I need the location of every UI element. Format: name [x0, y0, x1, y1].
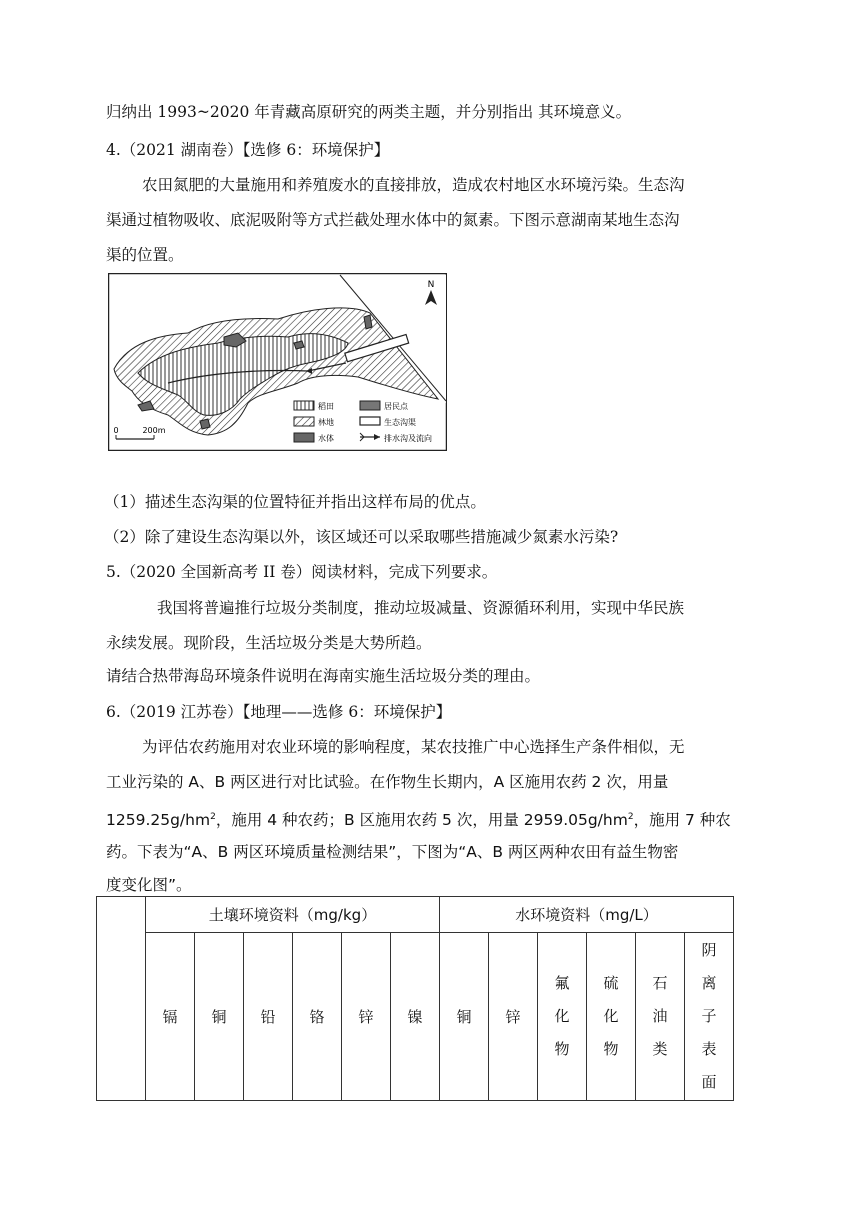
q4-paragraph-line: 农田氮肥的大量施用和养殖废水的直接排放，造成农村地区水环境污染。生态沟: [142, 176, 685, 194]
legend-water: 水体: [318, 434, 334, 443]
q4-paragraph-line: 渠的位置。: [106, 246, 184, 264]
soil-col: 铬: [293, 933, 342, 1101]
water-col: 锌: [489, 933, 538, 1101]
water-col-label: 石油类: [652, 974, 668, 1058]
intro-line: 归纳出 1993~2020 年青藏高原研究的两类主题，并分别指出 其环境意义。: [106, 103, 632, 121]
water-col-label: 氟化物: [554, 974, 570, 1058]
legend-settlement: 居民点: [384, 402, 408, 411]
water-col: [685, 933, 734, 1101]
water-header: 水环境资料（mg/L）: [440, 897, 734, 933]
ecological-ditch-map: [108, 273, 447, 451]
q6-dose-c: ，施用 7 种农: [633, 811, 731, 830]
environment-quality-table: [96, 896, 734, 1101]
water-col: 铜: [440, 933, 489, 1101]
soil-col: 锌: [342, 933, 391, 1101]
north-label: N: [427, 280, 435, 290]
q4-sub-question-2: （2）除了建设生态沟渠以外，该区域还可以采取哪些措施减少氮素水污染?: [104, 528, 619, 546]
soil-header: 土壤环境资料（mg/kg）: [146, 897, 440, 933]
q6-paragraph-line: 药。下表为“A、B 两区环境质量检测结果”，下图为“A、B 两区两种农田有益生物密: [106, 843, 679, 861]
q5-heading: 5.（2020 全国新高考 II 卷）阅读材料，完成下列要求。: [106, 563, 498, 581]
soil-col: 镉: [146, 933, 195, 1101]
q4-sub-question-1: （1）描述生态沟渠的位置特征并指出这样布局的优点。: [104, 493, 486, 511]
q6-paragraph-line: 为评估农药施用对农业环境的影响程度，某农技推广中心选择生产条件相似，无: [142, 738, 685, 756]
scale-zero: 0: [113, 426, 119, 435]
q6-sup: 2: [210, 812, 216, 822]
scale-label: 200m: [142, 426, 166, 435]
water-body: [364, 315, 372, 329]
q6-paragraph-line: [106, 806, 731, 831]
q5-paragraph-line: 永续发展。现阶段，生活垃圾分类是大势所趋。: [106, 634, 432, 652]
q6-paragraph-line: 工业污染的 A、B 两区进行对比试验。在作物生长期内，A 区施用农药 2 次，用量: [106, 773, 669, 791]
water-col: [636, 933, 685, 1101]
q6-sup: 2: [627, 812, 634, 822]
water-col-label: 硫化物: [603, 974, 619, 1058]
q6-heading: 6.（2019 江苏卷）【地理——选修 6：环境保护】: [106, 703, 452, 721]
water-body: [294, 341, 304, 349]
q5-paragraph-line: 我国将普遍推行垃圾分类制度，推动垃圾减量、资源循环利用，实现中华民族: [157, 599, 685, 617]
q6-dose-a: 1259.25g/hm: [106, 811, 211, 830]
soil-col: 镍: [391, 933, 440, 1101]
legend-drainage: 排水沟及流向: [384, 434, 432, 443]
water-col: [587, 933, 636, 1101]
water-body: [200, 419, 210, 429]
soil-col: 铜: [195, 933, 244, 1101]
q5-question: 请结合热带海岛环境条件说明在海南实施生活垃圾分类的理由。: [106, 667, 541, 685]
q4-paragraph-line: 渠通过植物吸收、底泥吸附等方式拦截处理水体中的氮素。下图示意湖南某地生态沟: [106, 211, 680, 229]
water-col: [538, 933, 587, 1101]
q6-paragraph-line: 度变化图”。: [106, 876, 192, 894]
q6-dose-b: ，施用 4 种农药；B 区施用农药 5 次，用量 2959.05g/hm: [215, 811, 628, 830]
water-col-label: 阴离子表面: [701, 941, 717, 1091]
table-corner: [97, 897, 146, 1101]
q4-heading: 4.（2021 湖南卷）【选修 6：环境保护】: [106, 141, 390, 159]
legend-paddy: 稻田: [318, 402, 334, 411]
soil-col: 铅: [244, 933, 293, 1101]
legend-eco-ditch: 生态沟渠: [384, 418, 416, 427]
legend-forest: 林地: [318, 418, 334, 427]
